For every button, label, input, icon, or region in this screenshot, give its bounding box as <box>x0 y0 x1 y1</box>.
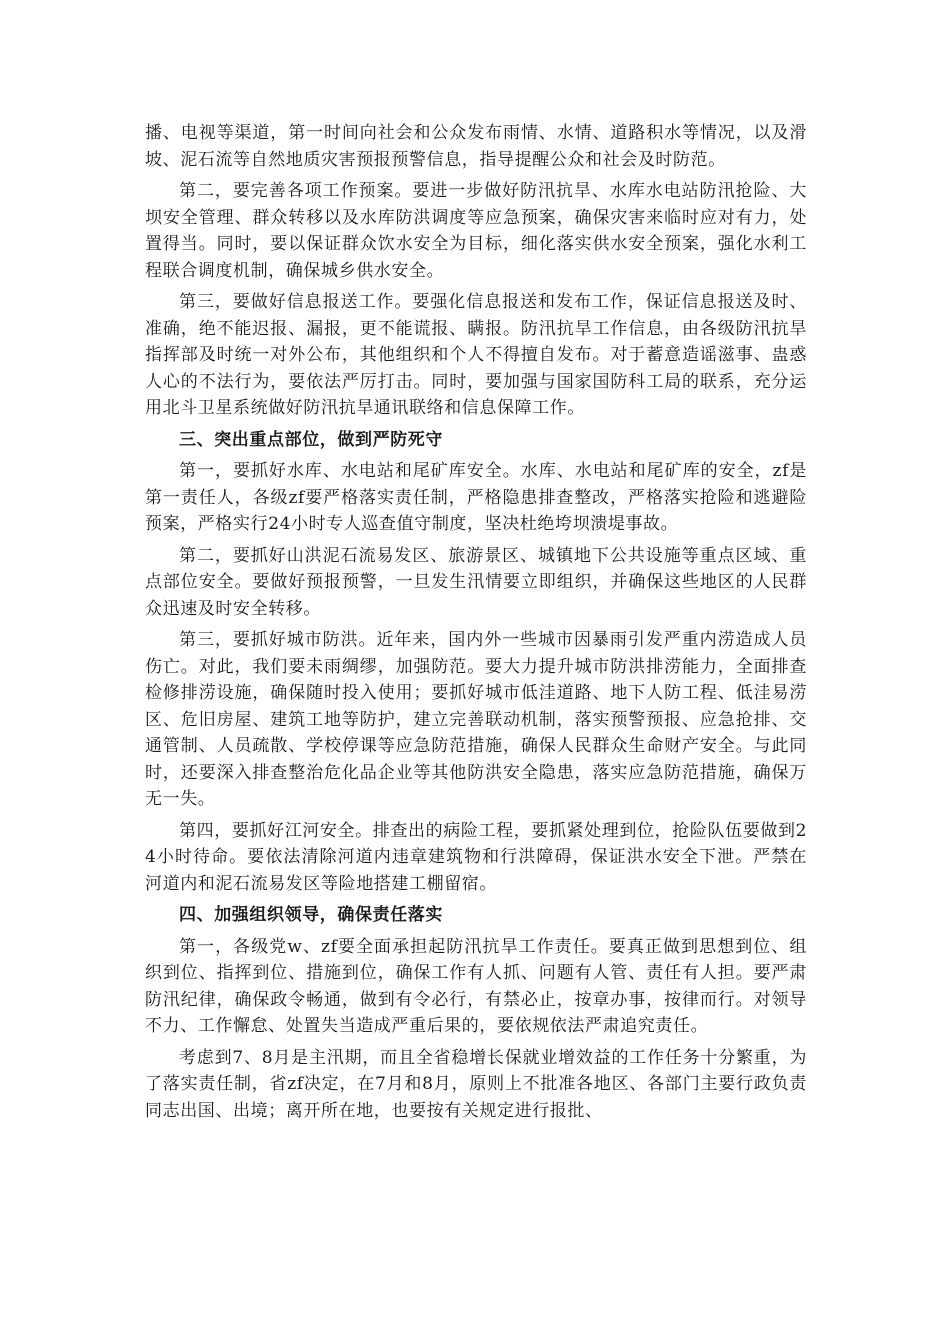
section-heading-3: 三、突出重点部位，做到严防死守 <box>179 429 443 450</box>
paragraph-4: 第一，要抓好水库、水电站和尾矿库安全。水库、水电站和尾矿库的安全，zf是第一责任人，各级zf要严格落实责任制，严格隐患排查整改，严格落实抢险和逃避险预案，严格实行24小时专人巡查值守制度，坚决杜绝垮坝溃堤事故。 <box>145 461 807 534</box>
paragraph-7: 第四，要抓好江河安全。排查出的病险工程，要抓紧处理到位，抢险队伍要做到24小时待命。要依法清除河道内违章建筑物和行洪障碍，保证洪水安全下泄。严禁在河道内和泥石流易发区等险地搭建工棚留宿。 <box>145 820 807 894</box>
section-heading-4: 四、加强组织领导，确保责任落实 <box>179 905 443 925</box>
paragraph-8: 第一，各级党w、zf要全面承担起防汛抗旱工作责任。要真正做到思想到位、组织到位、指挥到位、措施到位，确保工作有人抓、问题有人管、责任有人担。要严肃防汛纪律，确保政令畅通，做到有令必行，有禁必止，按章办事，按律而行。对领导不力、工作懈怠、处置失当造成严重后果的，要依规依法严肃追究责任。 <box>145 936 807 1036</box>
paragraph-1: 播、电视等渠道，第一时间向社会和公众发布雨情、水情、道路积水等情况，以及滑坡、泥石流等自然地质灾害预报预警信息，指导提醒公众和社会及时防范。 <box>145 123 807 170</box>
paragraph-2: 第二，要完善各项工作预案。要进一步做好防汛抗旱、水库水电站防汛抢险、大坝安全管理、群众转移以及水库防洪调度等应急预案，确保灾害来临时应对有力，处置得当。同时，要以保证群众饮水安全为目标，细化落实供水安全预案，强化水利工程联合调度机制，确保城乡供水安全。 <box>145 181 807 281</box>
paragraph-9: 考虑到7、8月是主汛期，而且全省稳增长保就业增效益的工作任务十分繁重，为了落实责任制，省zf决定，在7月和8月，原则上不批准各地区、各部门主要行政负责同志出国、出境；离开所在地，也要按有关规定进行报批、 <box>145 1047 807 1121</box>
paragraph-5: 第二，要抓好山洪泥石流易发区、旅游景区、城镇地下公共设施等重点区域、重点部位安全。要做好预报预警，一旦发生汛情要立即组织，并确保这些地区的人民群众迅速及时安全转移。 <box>145 545 807 619</box>
document-page <box>145 120 807 1129</box>
paragraph-3: 第三，要做好信息报送工作。要强化信息报送和发布工作，保证信息报送及时、准确，绝不能迟报、漏报，更不能谎报、瞒报。防汛抗旱工作信息，由各级防汛抗旱指挥部及时统一对外公布，其他组织和个人不得擅自发布。对于蓄意造谣滋事、蛊惑人心的不法行为，要依法严厉打击。同时，要加强与国家国防科工局的联系，充分运用北斗卫星系统做好防汛抗旱通讯联络和信息保障工作。 <box>145 292 807 418</box>
paragraph-6: 第三，要抓好城市防洪。近年来，国内外一些城市因暴雨引发严重内涝造成人员伤亡。对此，我们要未雨绸缪，加强防范。要大力提升城市防洪排涝能力，全面排查检修排涝设施，确保随时投入使用；要抓好城市低洼道路、地下人防工程、低洼易涝区、危旧房屋、建筑工地等防护，建立完善联动机制，落实预警预报、应急抢排、交通管制、人员疏散、学校停课等应急防范措施，确保人民群众生命财产安全。与此同时，还要深入排查整治危化品企业等其他防洪安全隐患，落实应急防范措施，确保万无一失。 <box>145 630 807 809</box>
